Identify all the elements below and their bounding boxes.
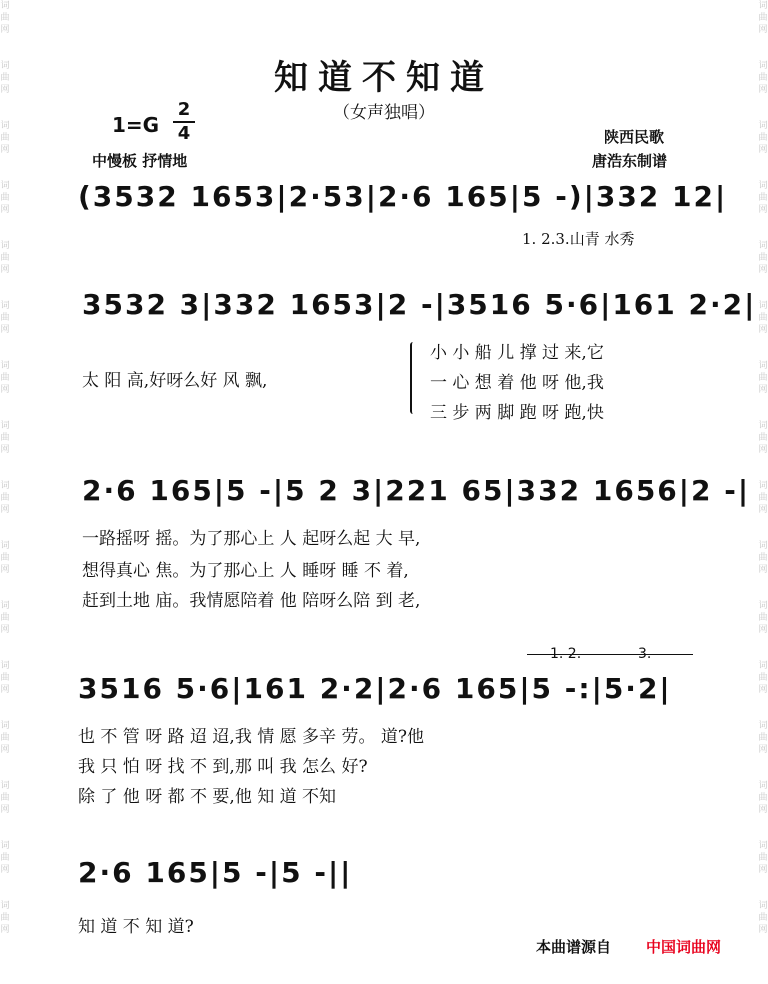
watermark-glyph: 词 (0, 721, 10, 731)
watermark-glyph: 曲 (0, 793, 10, 803)
watermark-glyph: 网 (758, 745, 768, 755)
watermark-glyph: 词 (758, 781, 768, 791)
watermark-glyph: 词 (0, 421, 10, 431)
watermark-glyph: 词 (758, 421, 768, 431)
watermark-glyph: 曲 (0, 673, 10, 683)
watermark-glyph: 词 (758, 481, 768, 491)
watermark-glyph: 曲 (758, 493, 768, 503)
lyrics-row-3-verse-1: 一路摇呀 摇。为了那心上 人 起呀么起 大 早, (82, 529, 421, 549)
watermark-glyph: 网 (0, 265, 10, 275)
watermark-glyph: 网 (758, 265, 768, 275)
watermark-glyph: 曲 (0, 73, 10, 83)
watermark-glyph: 曲 (0, 493, 10, 503)
notation-row-2: 3532 3|332 1653|2 -|3516 5·6|161 2·2| (82, 288, 757, 321)
watermark-glyph: 网 (758, 505, 768, 515)
watermark-glyph: 词 (758, 241, 768, 251)
watermark-glyph: 曲 (0, 313, 10, 323)
watermark-glyph: 曲 (0, 13, 10, 23)
lyrics-row-2-verse-2: 一 心 想 着 他 呀 他,我 (430, 373, 604, 393)
watermark-glyph: 网 (0, 805, 10, 815)
watermark-glyph: 网 (758, 865, 768, 875)
lyrics-row-5: 知 道 不 知 道? (78, 917, 194, 937)
watermark-glyph: 词 (0, 601, 10, 611)
watermark-glyph: 词 (758, 541, 768, 551)
watermark-glyph: 词 (758, 1, 768, 11)
watermark-glyph: 曲 (0, 373, 10, 383)
watermark-glyph: 网 (0, 325, 10, 335)
watermark-glyph: 曲 (758, 313, 768, 323)
watermark-glyph: 词 (758, 121, 768, 131)
watermark-glyph: 网 (758, 625, 768, 635)
song-subtitle: （女声独唱） (333, 103, 435, 123)
watermark-glyph: 词 (0, 61, 10, 71)
watermark-glyph: 网 (758, 145, 768, 155)
watermark-glyph: 曲 (758, 733, 768, 743)
watermark-glyph: 网 (758, 685, 768, 695)
watermark-glyph: 网 (758, 445, 768, 455)
watermark-glyph: 曲 (758, 553, 768, 563)
watermark-glyph: 网 (0, 685, 10, 695)
watermark-glyph: 网 (0, 385, 10, 395)
watermark-glyph: 词 (758, 901, 768, 911)
watermark-glyph: 网 (758, 325, 768, 335)
watermark-glyph: 网 (758, 565, 768, 575)
watermark-glyph: 网 (0, 745, 10, 755)
watermark-glyph: 曲 (0, 553, 10, 563)
watermark-glyph: 词 (758, 181, 768, 191)
watermark-glyph: 曲 (758, 133, 768, 143)
lyrics-row-3-verse-2: 想得真心 焦。为了那心上 人 睡呀 睡 不 着, (82, 561, 409, 581)
watermark-glyph: 词 (758, 601, 768, 611)
watermark-glyph: 网 (0, 145, 10, 155)
notation-row-4: 3516 5·6|161 2·2|2·6 165|5 -:|5·2| (78, 672, 672, 705)
watermark-glyph: 词 (0, 661, 10, 671)
watermark-glyph: 网 (0, 925, 10, 935)
watermark-glyph: 曲 (758, 253, 768, 263)
watermark-glyph: 曲 (758, 193, 768, 203)
watermark-glyph: 网 (758, 205, 768, 215)
watermark-glyph: 曲 (758, 613, 768, 623)
watermark-glyph: 曲 (758, 913, 768, 923)
watermark-glyph: 词 (0, 901, 10, 911)
watermark-glyph: 词 (0, 781, 10, 791)
watermark-glyph: 网 (0, 445, 10, 455)
watermark-glyph: 词 (0, 181, 10, 191)
watermark-glyph: 词 (758, 301, 768, 311)
watermark-glyph: 网 (0, 85, 10, 95)
tempo-marking: 中慢板 抒情地 (92, 152, 188, 170)
watermark-glyph: 词 (758, 661, 768, 671)
notation-row-3: 2·6 165|5 -|5 2 3|221 65|332 1656|2 -| (82, 474, 751, 507)
right-watermark-strip (758, 0, 768, 984)
watermark-glyph: 曲 (758, 673, 768, 683)
origin-credit: 陕西民歌 (604, 128, 665, 146)
watermark-glyph: 曲 (0, 853, 10, 863)
watermark-glyph: 网 (0, 505, 10, 515)
notation-row-1: (3532 1653|2·53|2·6 165|5 -)|332 12| (78, 180, 728, 213)
lyrics-row-4-verse-1: 也 不 管 呀 路 迢 迢,我 情 愿 多辛 劳。 道?他 (78, 727, 424, 747)
watermark-glyph: 词 (0, 121, 10, 131)
watermark-glyph: 曲 (0, 193, 10, 203)
watermark-glyph: 词 (0, 481, 10, 491)
lyrics-row-2-verse-1: 小 小 船 儿 撑 过 来,它 (430, 343, 604, 363)
watermark-glyph: 网 (758, 25, 768, 35)
arranger-credit: 唐浩东制谱 (592, 152, 668, 170)
watermark-glyph: 网 (0, 565, 10, 575)
watermark-glyph: 词 (0, 301, 10, 311)
watermark-glyph: 网 (0, 25, 10, 35)
watermark-glyph: 曲 (758, 13, 768, 23)
source-label: 本曲谱源自 (536, 938, 612, 956)
lyrics-row-4-verse-3: 除 了 他 呀 都 不 要,他 知 道 不知 (78, 787, 337, 807)
watermark-glyph: 网 (0, 625, 10, 635)
watermark-glyph: 词 (0, 541, 10, 551)
watermark-glyph: 词 (758, 721, 768, 731)
watermark-glyph: 词 (0, 1, 10, 11)
watermark-glyph: 网 (758, 805, 768, 815)
watermark-glyph: 曲 (758, 73, 768, 83)
watermark-glyph: 网 (0, 205, 10, 215)
verse-brace (410, 342, 418, 414)
watermark-glyph: 曲 (0, 613, 10, 623)
watermark-glyph: 曲 (0, 433, 10, 443)
watermark-glyph: 网 (758, 85, 768, 95)
lyrics-row-2-verse-3: 三 步 两 脚 跑 呀 跑,快 (430, 403, 604, 423)
volta-second-ending: 3. (638, 646, 652, 662)
time-bottom: 4 (177, 123, 191, 144)
watermark-glyph: 曲 (758, 853, 768, 863)
watermark-glyph: 网 (758, 385, 768, 395)
left-watermark-strip (0, 0, 10, 984)
key-signature: 1=G (112, 113, 160, 137)
watermark-glyph: 曲 (0, 133, 10, 143)
source-site-link[interactable]: 中国词曲网 (646, 938, 722, 956)
watermark-glyph: 词 (0, 361, 10, 371)
watermark-glyph: 曲 (0, 733, 10, 743)
lyrics-row-3-verse-3: 赶到土地 庙。我情愿陪着 他 陪呀么陪 到 老, (82, 591, 421, 611)
notation-row-5: 2·6 165|5 -|5 -|| (78, 856, 353, 889)
watermark-glyph: 曲 (758, 433, 768, 443)
watermark-glyph: 词 (758, 841, 768, 851)
watermark-glyph: 词 (758, 361, 768, 371)
lyrics-row-1-verse-1: 1. 2.3.山青 水秀 (522, 230, 635, 248)
watermark-glyph: 曲 (0, 253, 10, 263)
watermark-glyph: 网 (758, 925, 768, 935)
watermark-glyph: 曲 (0, 913, 10, 923)
watermark-glyph: 曲 (758, 373, 768, 383)
lyrics-row-4-verse-2: 我 只 怕 呀 找 不 到,那 叫 我 怎么 好? (78, 757, 368, 777)
lyrics-row-2-common: 太 阳 高,好呀么好 风 飘, (82, 371, 268, 391)
watermark-glyph: 词 (0, 841, 10, 851)
time-top: 2 (177, 99, 191, 120)
watermark-glyph: 词 (758, 61, 768, 71)
time-signature (173, 100, 195, 144)
watermark-glyph: 词 (0, 241, 10, 251)
song-title: 知道不知道 (274, 58, 494, 98)
watermark-glyph: 曲 (758, 793, 768, 803)
volta-first-ending: 1. 2. (550, 646, 582, 662)
watermark-glyph: 网 (0, 865, 10, 875)
